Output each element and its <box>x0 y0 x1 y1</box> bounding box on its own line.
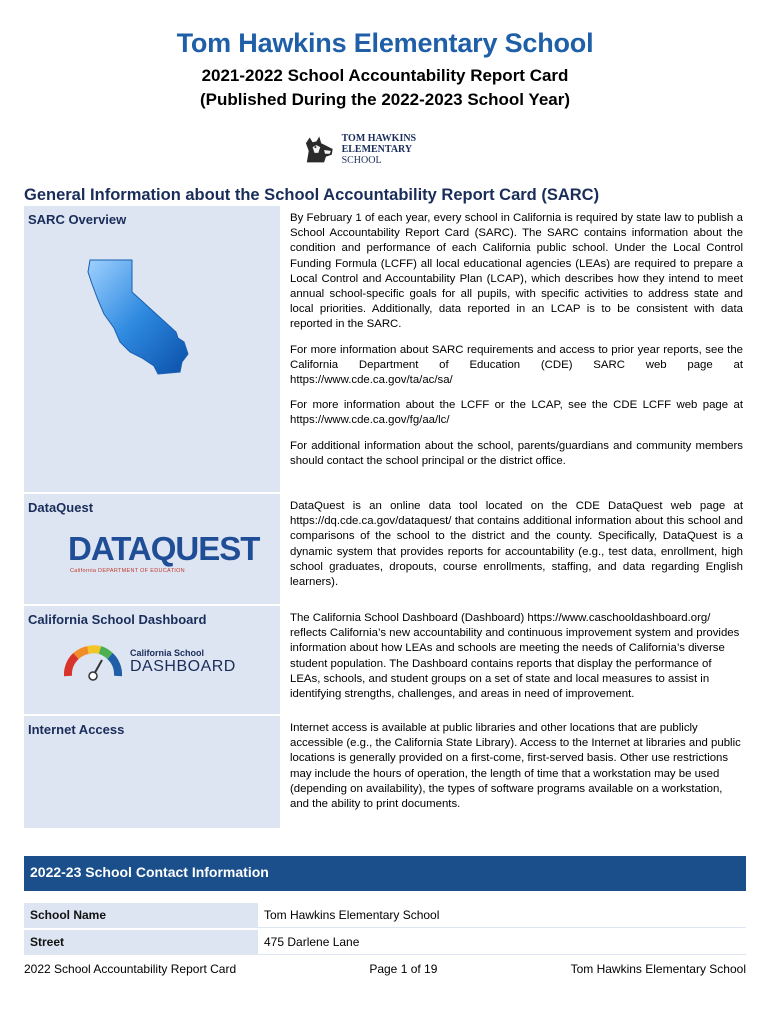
dashboard-logo-line-1: California School <box>130 648 205 658</box>
table-row <box>24 206 746 494</box>
school-logo <box>303 132 483 166</box>
page-title: Tom Hawkins Elementary School <box>176 28 594 58</box>
dashboard-logo-line-2: DASHBOARD <box>130 658 236 675</box>
contact-key: Street <box>24 930 258 955</box>
contact-value: 475 Darlene Lane <box>258 930 746 955</box>
footer-right: Tom Hawkins Elementary School <box>570 962 746 976</box>
report-subtitle-published: (Published During the 2022-2023 School Year) <box>199 90 571 109</box>
row-label: Internet Access <box>28 722 125 737</box>
page-number: Page 1 of 19 <box>369 962 438 976</box>
table-row <box>24 494 746 606</box>
row-label: SARC Overview <box>28 212 127 227</box>
paragraph: For more information about SARC requirements and access to prior year reports, see the California Department of Education (CDE) SARC web page at https://www.cde.ca.gov/ta/ac/sa/ <box>290 343 743 387</box>
dashboard-logo <box>62 638 252 686</box>
paragraph: DataQuest is an online data tool located on the CDE DataQuest web page at https://dq.cde.ca.gov/dataquest/ that contains additional information about this school and comparisons of the school to the district and the county. Specifically, DataQuest is a dynamic system that provides reports for accountability (e.g., test data, enrollment, high school graduates, dropouts, course enrollments, staffing, and data regarding English learners). <box>290 500 743 589</box>
row-label-cell <box>24 606 280 714</box>
contact-key: School Name <box>24 903 258 928</box>
row-content <box>280 606 746 714</box>
footer-left: 2022 School Accountability Report Card <box>24 962 237 976</box>
table-row <box>24 606 746 716</box>
table-row <box>24 716 746 830</box>
contact-info-heading: 2022-23 School Contact Information <box>24 856 746 891</box>
dataquest-logo <box>68 530 260 580</box>
paragraph: For additional information about the school, parents/guardians and community members should contact the school principal or the district office. <box>290 439 743 467</box>
cde-logo-text: California DEPARTMENT OF EDUCATION <box>70 568 185 574</box>
table-row <box>24 930 746 955</box>
logo-line-2: SCHOOL <box>341 154 382 166</box>
page-footer <box>24 962 746 976</box>
row-label: DataQuest <box>28 500 94 515</box>
contact-value: Tom Hawkins Elementary School <box>258 903 746 928</box>
report-subtitle: 2021-2022 School Accountability Report Card <box>201 66 569 85</box>
paragraph: By February 1 of each year, every school in California is required by state law to publish a School Accountability Report Card (SARC). The SARC contains information about the condition and performance of each California public school. Under the Local Control Funding Formula (LCFF) all local educational agencies (LEAs) are required to prepare a Local Control and Accountability Plan (LCAP), which describes how they intend to meet annual school-specific goals for all pupils, with specific activities to address state and local priorities. Additionally, data reported in an LCAP is to be consistent with data reported in the SARC. <box>290 212 743 331</box>
row-content <box>280 206 746 492</box>
row-content <box>280 716 746 828</box>
row-label-cell <box>24 206 280 492</box>
dataquest-logo-text: DATAQUEST <box>68 530 260 567</box>
table-row <box>24 903 746 928</box>
paragraph: For more information about the LCFF or the LCAP, see the CDE LCFF web page at https://www.cde.ca.gov/fg/aa/lc/ <box>290 399 743 427</box>
row-label-cell <box>24 716 280 828</box>
california-map-icon <box>84 258 214 378</box>
general-info-table <box>24 206 746 830</box>
paragraph: Internet access is available at public libraries and other locations that are publicly accessible (e.g., the California State Library). Access to the Internet at libraries and public locations is generally provided on a first-come, first-served basis. Other use restrictions may include the hours of operation, the length of time that a workstation may be used (depending on availability), the types of software programs available on a workstation, and the ability to print documents. <box>290 722 741 811</box>
row-label-cell <box>24 494 280 604</box>
row-label: California School Dashboard <box>28 612 207 627</box>
logo-line-1: TOM HAWKINS ELEMENTARY <box>341 132 417 155</box>
contact-info-table <box>24 856 746 955</box>
gauge-icon <box>62 642 124 682</box>
row-content <box>280 494 746 604</box>
husky-mascot-icon <box>303 133 336 165</box>
paragraph: The California School Dashboard (Dashboard) https://www.caschooldashboard.org/ reflects California’s new accountability and continuous improvement system and provides information about how LEAs and schools are meeting the needs of California’s diverse student population. The Dashboard contains reports that display the performance of LEAs, schools, and student groups on a set of state and local measures to assist in identifying strengths, challenges, and areas in need of improvement. <box>290 612 740 701</box>
general-info-heading: General Information about the School Accountability Report Card (SARC) <box>24 186 600 204</box>
